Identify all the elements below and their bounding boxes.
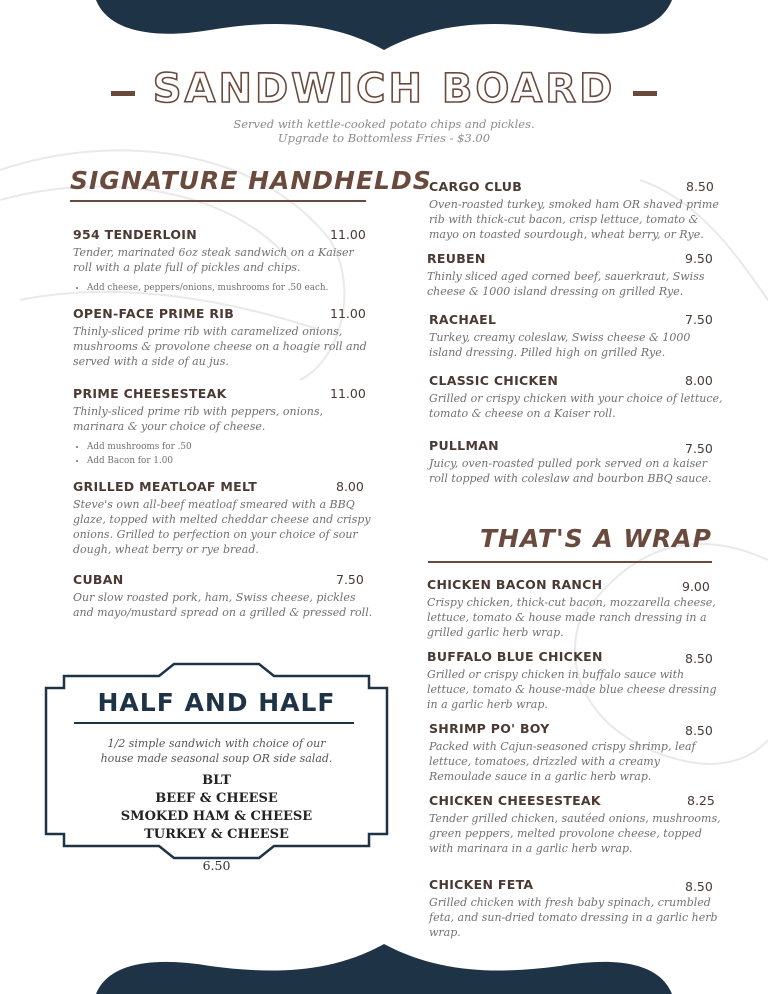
item-price: 9.50 [685,251,713,266]
item-name: RACHAEL [429,312,497,327]
title-dash-left [111,91,135,96]
item-price: 11.00 [330,227,366,242]
item-name: PRIME CHEESESTEAK [73,386,227,401]
item-description: Thinly-sliced prime rib with caramelized onions, mushrooms & provolone cheese on a hoagie roll and served with a side of au jus. [73,325,367,368]
menu-title-text: SANDWICH BOARD [152,66,616,112]
item-notes [73,281,373,295]
item-description: Thinly-sliced prime rib with peppers, onions, marinara & your choice of cheese. [73,405,323,433]
item-description: Crispy chicken, thick-cut bacon, mozzarella cheese, lettuce, tomato & house made ranch dressing in a grilled garlic herb wrap. [427,596,716,639]
half-and-half-heading: HALF AND HALF [97,688,336,717]
item-description: Juicy, oven-roasted pulled pork served on a kaiser roll topped with coleslaw and bourbon BBQ sauce. [429,457,712,485]
item-description: Tender grilled chicken, sautéed onions, mushrooms, green peppers, melted provolone cheese, topped with marinara in a garlic herb wrap. [429,812,721,855]
title-dash-right [633,91,657,96]
half-and-half-option: BEEF & CHEESE [155,791,278,806]
half-and-half-option: TURKEY & CHEESE [144,827,289,842]
half-and-half-options [44,772,389,844]
section-divider [70,200,366,202]
item-notes [73,440,373,468]
item-name: CLASSIC CHICKEN [429,373,559,388]
item-price: 9.00 [682,579,710,594]
item-description: Packed with Cajun-seasoned crispy shrimp, leaf lettuce, tomatoes, drizzled with a creamy Remoulade sauce in a garlic herb wrap. [429,740,696,783]
menu-item [427,577,727,640]
menu-item [429,438,725,486]
menu-subtitle [0,117,768,145]
half-and-half-description [44,736,389,766]
item-name: CHICKEN CHEESESTEAK [429,793,601,808]
item-description: Thinly sliced aged corned beef, sauerkraut, Swiss cheese & 1000 island dressing on grilled Rye. [427,270,705,298]
item-price: 8.00 [685,373,713,388]
item-name: CUBAN [73,572,124,587]
menu-title [0,66,768,112]
menu-item [429,179,725,242]
item-price: 7.50 [336,572,364,587]
menu-item [73,306,373,369]
menu-item [429,373,725,421]
item-name: CHICKEN FETA [429,877,534,892]
menu-item [73,572,373,620]
menu-item [429,793,725,856]
item-description: Turkey, creamy coleslaw, Swiss cheese & 1000 island dressing. Pilled high on grilled Rye. [429,331,691,359]
item-name: 954 TENDERLOIN [73,227,197,242]
bottom-banner-shape [0,934,768,994]
item-description: Grilled or crispy chicken in buffalo sauce with lettuce, tomato & house-made blue cheese dressing in a garlic herb wrap. [427,668,717,711]
half-and-half-desc-text: 1/2 simple sandwich with choice of our house made seasonal soup OR side salad. [100,737,333,765]
item-name: GRILLED MEATLOAF MELT [73,479,258,494]
item-price: 7.50 [685,312,713,327]
subtitle-line: Upgrade to Bottomless Fries - $3.00 [277,131,491,145]
subtitle-line: Served with kettle-cooked potato chips and pickles. [233,117,535,131]
item-name: CHICKEN BACON RANCH [427,577,603,592]
menu-item [429,721,725,784]
item-note: • Add mushrooms for .50 [87,440,373,454]
menu-item [429,312,725,360]
item-price: 8.00 [336,479,364,494]
item-description: Our slow roasted pork, ham, Swiss cheese, pickles and mayo/mustard spread on a grilled & pressed roll. [73,591,373,619]
item-name: SHRIMP PO' BOY [429,721,550,736]
menu-item [429,877,725,940]
item-note: • Add Bacon for 1.00 [87,454,373,468]
item-price: 8.50 [685,651,713,666]
item-description: Steve's own all-beef meatloaf smeared with a BBQ glaze, topped with melted cheddar cheese and crispy onions. Grilled to perfection on your choice of sour dough, wheat berry or rye bread. [73,498,371,556]
item-price: 7.50 [685,441,713,456]
menu-item [73,386,373,468]
item-description: Tender, marinated 6oz steak sandwich on a Kaiser roll with a plate full of pickles and chips. [73,246,354,274]
top-banner-shape [0,0,768,60]
menu-item [73,479,373,557]
item-name: CARGO CLUB [429,179,523,194]
item-description: Grilled chicken with fresh baby spinach, crumbled feta, and sun-dried tomato dressing in a garlic herb wrap. [429,896,718,939]
item-name: REUBEN [427,251,486,266]
half-and-half-divider [74,722,354,724]
menu-item [427,251,723,299]
section-divider [428,561,712,563]
item-price: 8.25 [687,793,715,808]
item-name: BUFFALO BLUE CHICKEN [427,649,603,664]
half-and-half-price: 6.50 [202,858,231,873]
item-price: 11.00 [330,306,366,321]
menu-item [427,649,723,712]
half-and-half-option: BLT [202,773,231,788]
half-and-half-option: SMOKED HAM & CHEESE [120,809,313,824]
item-price: 8.50 [685,723,713,738]
item-price: 11.00 [330,386,366,401]
menu-item [73,227,373,295]
item-name: PULLMAN [429,438,499,453]
thats-a-wrap-heading: THAT'S A WRAP [480,524,712,553]
item-name: OPEN-FACE PRIME RIB [73,306,235,321]
item-description: Oven-roasted turkey, smoked ham OR shaved prime rib with thick-cut bacon, crisp lettuce, tomato & mayo on toasted sourdough, wheat berry, or Rye. [429,198,719,241]
item-description: Grilled or crispy chicken with your choice of lettuce, tomato & cheese on a Kaiser roll. [429,392,723,420]
signature-handhelds-heading: SIGNATURE HANDHELDS [70,166,432,195]
item-note: • Add cheese, peppers/onions, mushrooms for .50 each. [87,281,373,295]
item-price: 8.50 [685,879,713,894]
item-price: 8.50 [686,179,714,194]
